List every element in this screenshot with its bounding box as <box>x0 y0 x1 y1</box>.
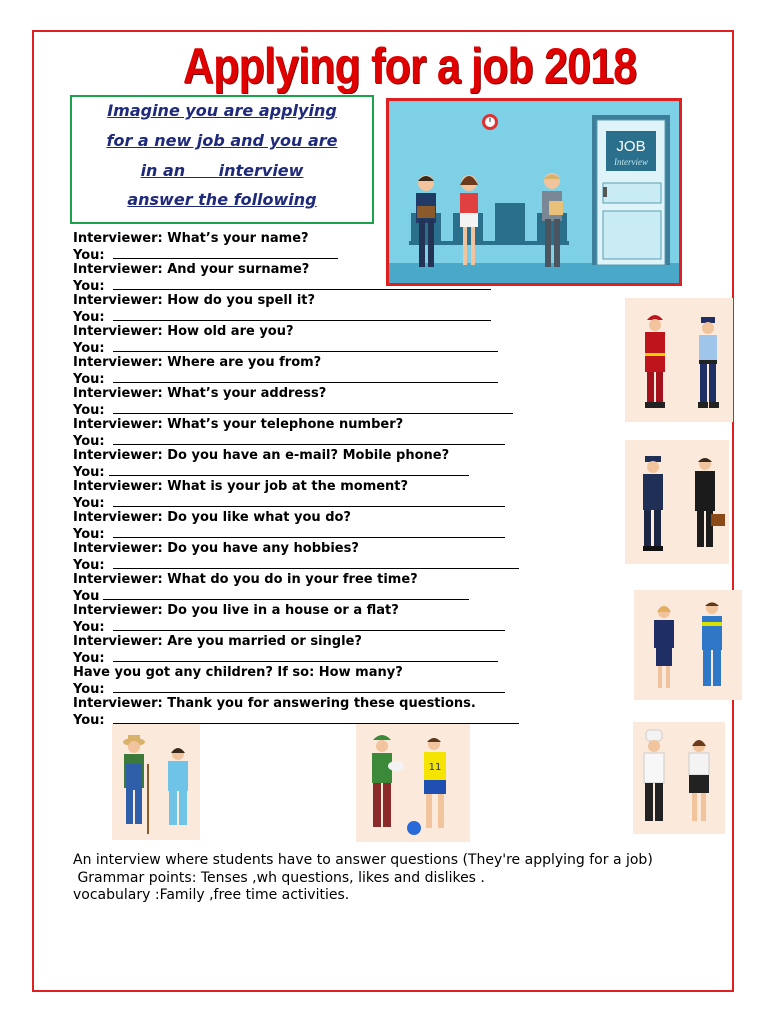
answer-label: You <box>73 588 100 604</box>
answer-label: You: <box>73 371 110 387</box>
notes-line-1: An interview where students have to answer questions (They're applying for a job) <box>73 852 653 868</box>
police-officer-icon <box>698 317 719 408</box>
answer-blank[interactable] <box>113 619 505 631</box>
notes-line-3: vocabulary :Family ,free time activities. <box>73 887 350 903</box>
footballer-icon <box>407 738 446 835</box>
interviewer-question: Have you got any children? If so: How many? <box>73 665 403 680</box>
answer-label: You: <box>73 495 110 511</box>
interviewer-question: Interviewer: How old are you? <box>73 324 294 339</box>
answer-blank[interactable] <box>113 495 505 507</box>
answer-line[interactable] <box>73 309 573 325</box>
intro-line-4: answer the following <box>127 190 317 209</box>
pilot-icon <box>643 456 663 551</box>
answer-blank[interactable] <box>103 588 469 600</box>
answer-label: You: <box>73 340 110 356</box>
interviewer-question: Interviewer: Where are you from? <box>73 355 322 370</box>
answer-line[interactable] <box>73 371 573 387</box>
answer-label: You: <box>73 650 110 666</box>
answer-blank[interactable] <box>113 433 505 445</box>
flight-attendant-icon <box>654 606 674 688</box>
answer-blank[interactable] <box>113 650 498 662</box>
answer-line[interactable] <box>73 619 573 635</box>
painter-icon <box>372 735 404 827</box>
interviewer-question: Interviewer: And your surname? <box>73 262 310 277</box>
answer-label: You: <box>73 681 110 697</box>
answer-line[interactable] <box>73 526 573 542</box>
answer-blank[interactable] <box>113 371 498 383</box>
firefighter-icon <box>645 315 665 408</box>
worksheet-title: Applying for a job 2018 <box>182 38 637 94</box>
interviewer-question: Interviewer: Are you married or single? <box>73 634 362 649</box>
answer-blank[interactable] <box>113 557 519 569</box>
interviewer-question: Interviewer: Do you have any hobbies? <box>73 541 359 556</box>
interviewer-question: Interviewer: What do you do in your free time? <box>73 572 418 587</box>
interviewer-question: Interviewer: Do you like what you do? <box>73 510 351 525</box>
interviewer-question: Interviewer: What’s your address? <box>73 386 327 401</box>
gardener-icon <box>123 735 148 834</box>
flight-attendant-worker-illustration <box>634 590 742 700</box>
answer-line[interactable] <box>73 495 573 511</box>
answer-label: You: <box>73 712 110 728</box>
teacher-notes <box>73 852 703 905</box>
answer-blank[interactable] <box>113 526 505 538</box>
answer-line[interactable] <box>73 340 573 356</box>
answer-blank[interactable] <box>113 402 513 414</box>
interviewer-question: Interviewer: Do you live in a house or a flat? <box>73 603 399 618</box>
answer-label: You: <box>73 557 110 573</box>
waitress-icon <box>689 740 709 821</box>
answer-line[interactable] <box>73 402 573 418</box>
answer-label: You: <box>73 309 110 325</box>
interviewer-question: Interviewer: Do you have an e-mail? Mobile phone? <box>73 448 450 463</box>
answer-line[interactable] <box>73 433 573 449</box>
answer-line[interactable] <box>73 557 573 573</box>
answer-line[interactable] <box>73 650 573 666</box>
gardener-nurse-illustration <box>112 724 200 840</box>
nurse-icon <box>168 748 188 825</box>
chef-waitress-illustration <box>633 722 725 834</box>
interviewer-question: Interviewer: What’s your telephone number? <box>73 417 404 432</box>
interviewer-question: Interviewer: What is your job at the moment? <box>73 479 409 494</box>
answer-blank[interactable] <box>113 681 505 693</box>
answer-label: You: <box>73 619 110 635</box>
answer-blank[interactable] <box>113 247 338 259</box>
answer-label: You: <box>73 464 105 480</box>
answer-label: You: <box>73 402 110 418</box>
businessman-icon <box>695 458 725 547</box>
answer-label: You: <box>73 433 110 449</box>
notes-line-2: Grammar points: Tenses ,wh questions, likes and dislikes . <box>73 869 485 886</box>
answer-blank[interactable] <box>113 309 491 321</box>
answer-line[interactable] <box>73 681 573 697</box>
answer-blank[interactable] <box>113 712 519 724</box>
door-subsign: Interview <box>614 157 648 167</box>
clock-icon <box>482 114 498 130</box>
answer-blank[interactable] <box>113 278 491 290</box>
interview-dialogue <box>73 231 573 727</box>
answer-label: You: <box>73 278 110 294</box>
answer-line[interactable] <box>73 278 573 294</box>
painter-footballer-illustration <box>356 724 470 842</box>
pilot-businessman-illustration <box>625 440 729 564</box>
intro-box <box>70 95 374 224</box>
firefighter-police-illustration <box>625 298 733 422</box>
door-sign: JOB <box>616 138 646 155</box>
interviewer-question: Interviewer: What’s your name? <box>73 231 309 246</box>
chef-icon <box>644 730 664 821</box>
interviewer-question: Interviewer: How do you spell it? <box>73 293 316 308</box>
intro-line-1: Imagine you are applying <box>107 101 337 120</box>
answer-label: You: <box>73 526 110 542</box>
answer-blank[interactable] <box>113 340 498 352</box>
answer-line[interactable] <box>73 588 573 604</box>
answer-blank[interactable] <box>109 464 469 476</box>
answer-label: You: <box>73 247 110 263</box>
svg-text:11: 11 <box>428 762 442 773</box>
answer-line[interactable] <box>73 247 573 263</box>
interviewer-question: Interviewer: Thank you for answering these questions. <box>73 696 476 711</box>
worker-icon <box>702 602 722 686</box>
answer-line[interactable] <box>73 464 573 480</box>
intro-line-2: for a new job and you are <box>106 131 338 150</box>
intro-line-3: in an interview <box>140 161 304 180</box>
